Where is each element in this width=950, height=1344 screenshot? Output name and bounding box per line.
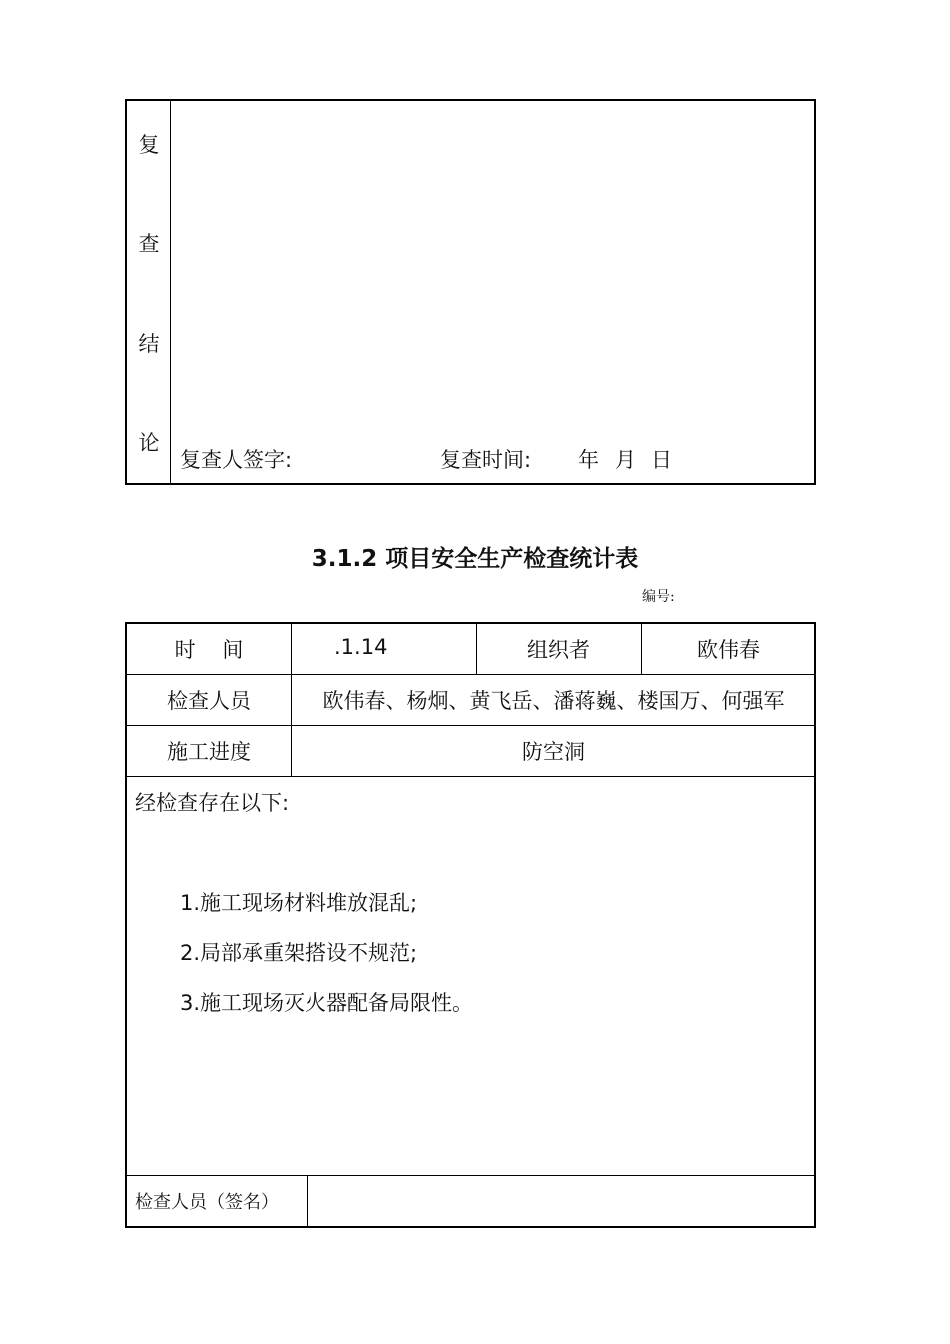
finding-item-2: 2.局部承重架搭设不规范; bbox=[180, 941, 418, 965]
row-divider-3 bbox=[127, 776, 814, 777]
review-month-label: 月 bbox=[615, 448, 636, 472]
review-label-char-4: 论 bbox=[138, 431, 160, 455]
row-divider-1 bbox=[127, 674, 814, 675]
review-time-label: 复查时间: bbox=[440, 448, 532, 472]
reviewer-signature-label: 复查人签字: bbox=[180, 448, 293, 472]
review-conclusion-box bbox=[125, 99, 816, 485]
row-divider-4 bbox=[127, 1175, 814, 1176]
finding-item-3: 3.施工现场灭火器配备局限性。 bbox=[180, 991, 474, 1015]
findings-intro: 经检查存在以下: bbox=[135, 791, 290, 815]
inspectors-label: 检查人员 bbox=[167, 689, 251, 713]
review-label-char-1: 复 bbox=[138, 133, 160, 157]
col-divider-signature bbox=[307, 1175, 308, 1228]
inspectors-value: 欧伟春、杨炯、黄飞岳、潘蒋巍、楼国万、何强军 bbox=[322, 689, 785, 713]
time-label: 时 间 bbox=[174, 638, 244, 662]
serial-number-label: 编号: bbox=[642, 589, 675, 605]
progress-label: 施工进度 bbox=[167, 740, 251, 764]
review-conclusion-label-column bbox=[127, 101, 171, 483]
organizer-label: 组织者 bbox=[527, 638, 590, 662]
review-day-label: 日 bbox=[651, 448, 672, 472]
review-footer bbox=[180, 447, 800, 473]
row-divider-2 bbox=[127, 725, 814, 726]
review-year-label: 年 bbox=[578, 448, 599, 472]
organizer-value: 欧伟春 bbox=[697, 638, 760, 662]
inspectors-signature-label: 检查人员（签名） bbox=[135, 1192, 279, 1213]
finding-item-1: 1.施工现场材料堆放混乱; bbox=[180, 891, 418, 915]
review-label-char-3: 结 bbox=[138, 332, 160, 356]
time-value: .1.14 bbox=[334, 635, 388, 659]
section-title: 3.1.2 项目安全生产检查统计表 bbox=[311, 546, 639, 572]
progress-value: 防空洞 bbox=[522, 740, 585, 764]
inspection-statistics-table bbox=[125, 622, 816, 1228]
review-label-char-2: 查 bbox=[138, 232, 160, 256]
